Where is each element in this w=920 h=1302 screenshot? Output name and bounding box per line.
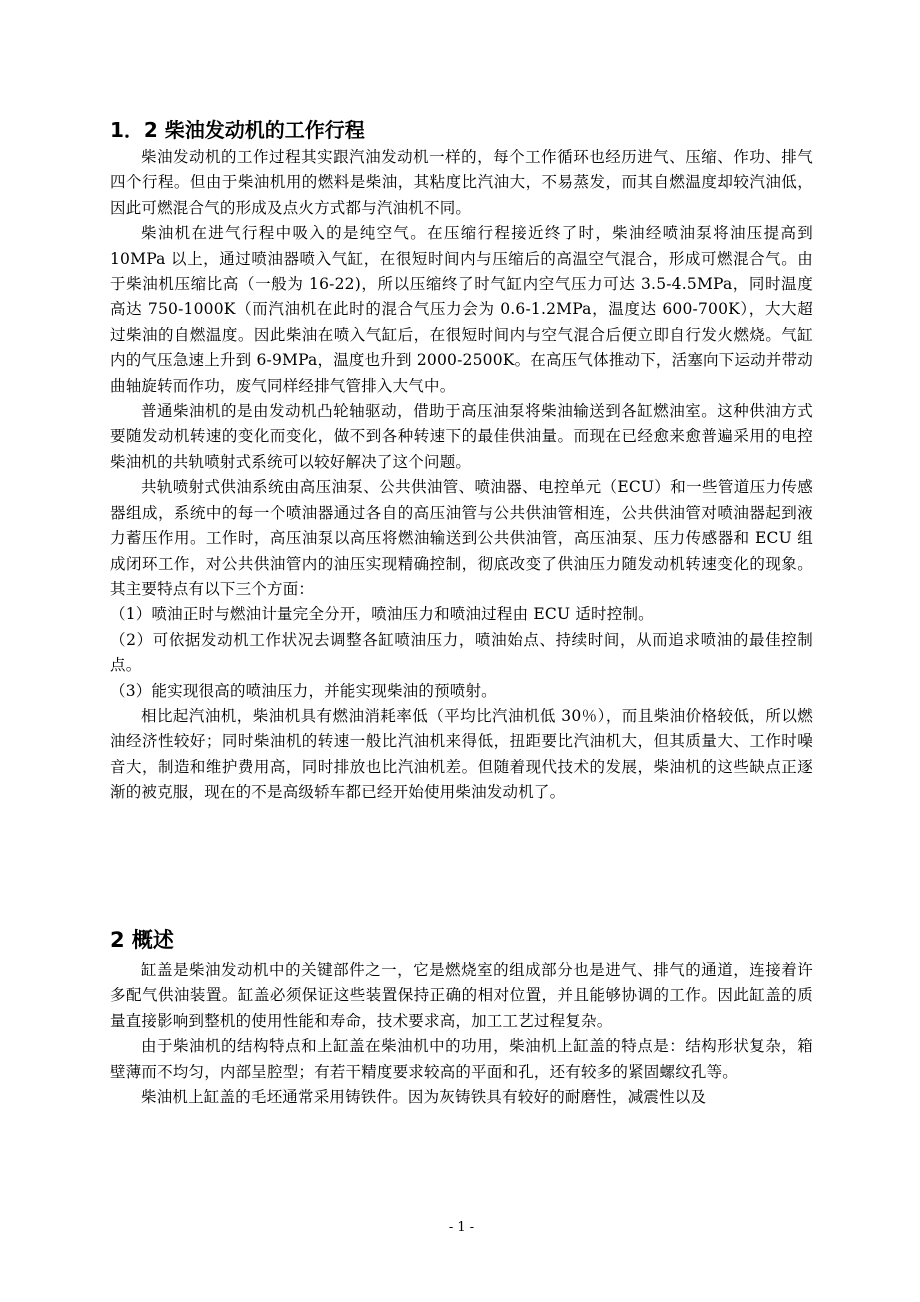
paragraph: 缸盖是柴油发动机中的关键部件之一，它是燃烧室的组成部分也是进气、排气的通道，连接着许多配气供油装置。缸盖必须保证这些装置保持正确的相对位置，并且能够协调的工作。因此缸盖的质量直接影响到整机的使用性能和寿命，技术要求高，加工工艺过程复杂。 — [110, 961, 813, 1030]
paragraph: 共轨喷射式供油系统由高压油泵、公共供油管、喷油器、电控单元（ECU）和一些管道压力传感器组成，系统中的每一个喷油器通过各自的高压油管与公共供油管相连，公共供油管对喷油器起到液力蓄压作用。工作时，高压油泵以高压将燃油输送到公共供油管，高压油泵、压力传感器和 ECU 组成闭环工作，对公共供油管内的油压实现精确控制，彻底改变了供油压力随发动机转速变化的现象。其主要特点有以下三个方面： — [110, 478, 813, 598]
list-item: （3）能实现很高的喷油压力，并能实现柴油的预喷射。 — [110, 681, 497, 700]
page-number: - 1 - — [448, 1220, 475, 1235]
section-heading-2: 2 概述 — [110, 928, 174, 952]
section-heading-1-2: 1．2 柴油发动机的工作行程 — [110, 118, 365, 142]
paragraph: 相比起汽油机，柴油机具有燃油消耗率低（平均比汽油机低 30％），而且柴油价格较低，所以燃油经济性较好；同时柴油机的转速一般比汽油机来得低，扭距要比汽油机大，但其质量大、工作时噪音大，制造和维护费用高，同时排放也比汽油机差。但随着现代技术的发展，柴油机的这些缺点正逐渐的被克服，现在的不是高级轿车都已经开始使用柴油发动机了。 — [110, 706, 813, 802]
section-1-2-body — [110, 145, 813, 806]
paragraph: 柴油机在进气行程中吸入的是纯空气。在压缩行程接近终了时，柴油经喷油泵将油压提高到 10MPa 以上，通过喷油器喷入气缸，在很短时间内与压缩后的高温空气混合，形成可燃混合气。由于柴油机压缩比高（一般为 16-22)，所以压缩终了时气缸内空气压力可达 3.5-4.5MPa，同时温度高达 750-1000K（而汽油机在此时的混合气压力会为 0.6-1.2MPa，温度达 600-700K），大大超过柴油的自燃温度。因此柴油在喷入气缸后，在很短时间内与空气混合后便立即自行发火燃烧。气缸内的气压急速上升到 6-9MPa，温度也升到 2000-2500K。在高压气体推动下，活塞向下运动并带动曲轴旋转而作功，废气同样经排气管排入大气中。 — [110, 224, 813, 395]
list-item: （2）可依据发动机工作状况去调整各缸喷油压力，喷油始点、持续时间，从而追求喷油的最佳控制点。 — [110, 630, 813, 675]
list-item: （1）喷油正时与燃油计量完全分开，喷油压力和喷油过程由 ECU 适时控制。 — [110, 605, 654, 624]
section-2-body — [110, 958, 813, 1110]
paragraph: 柴油发动机的工作过程其实跟汽油发动机一样的，每个工作循环也经历进气、压缩、作功、排气四个行程。但由于柴油机用的燃料是柴油，其粘度比汽油大，不易蒸发，而其自燃温度却较汽油低，因此可燃混合气的形成及点火方式都与汽油机不同。 — [110, 148, 813, 217]
paragraph: 由于柴油机的结构特点和上缸盖在柴油机中的功用，柴油机上缸盖的特点是：结构形状复杂，箱壁薄而不均匀，内部呈腔型；有若干精度要求较高的平面和孔，还有较多的紧固螺纹孔等。 — [110, 1037, 813, 1081]
paragraph: 柴油机上缸盖的毛坯通常采用铸铁件。因为灰铸铁具有较好的耐磨性，减震性以及 — [141, 1088, 707, 1107]
paragraph: 普通柴油机的是由发动机凸轮轴驱动，借助于高压油泵将柴油输送到各缸燃油室。这种供油方式要随发动机转速的变化而变化，做不到各种转速下的最佳供油量。而现在已经愈来愈普遍采用的电控柴油机的共轨喷射式系统可以较好解决了这个问题。 — [110, 402, 813, 471]
document-page — [110, 0, 813, 1302]
